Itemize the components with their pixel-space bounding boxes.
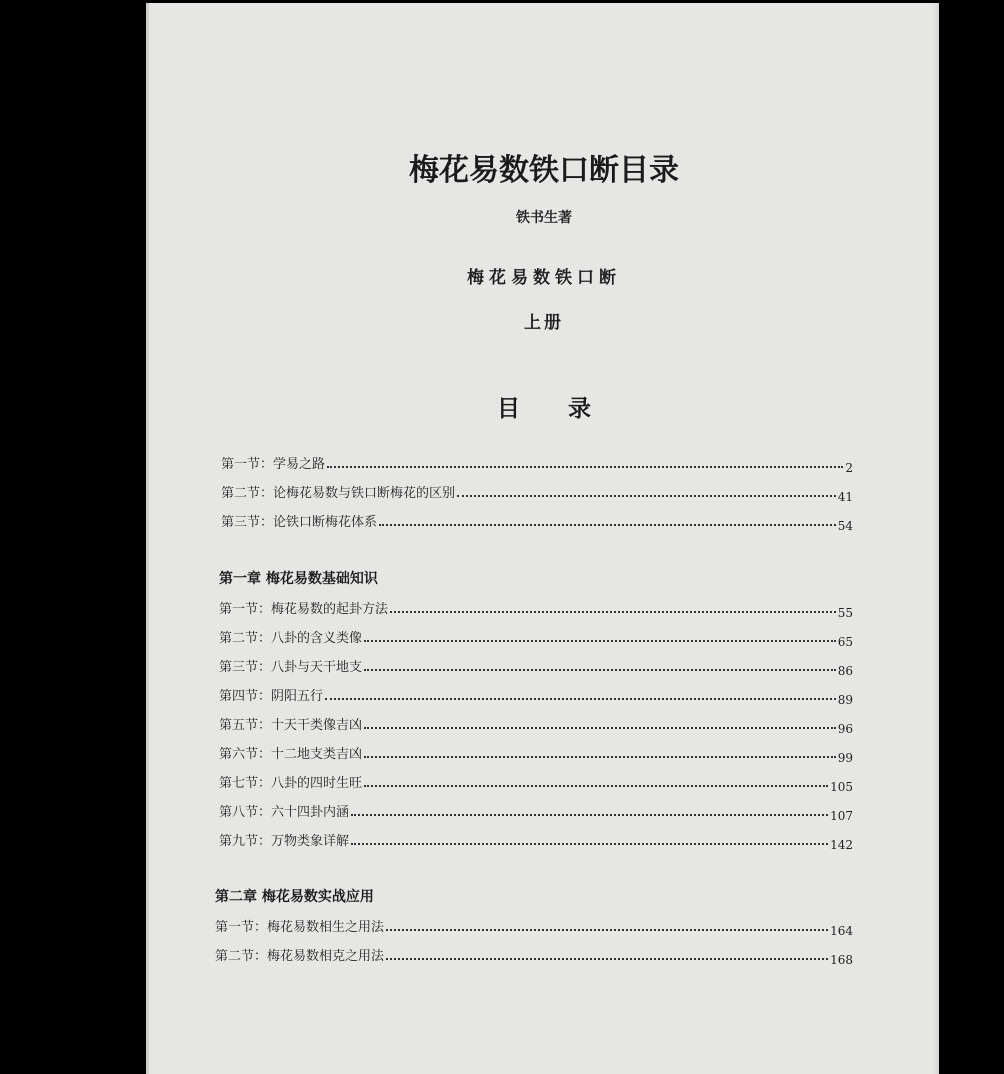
toc-label: 第七节：八卦的四时生旺	[219, 776, 363, 791]
toc-label: 第一节：学易之路	[221, 457, 326, 472]
dot-leader	[351, 842, 828, 845]
toc-row[interactable]	[219, 820, 853, 852]
toc-row[interactable]	[221, 501, 853, 533]
dot-leader	[364, 784, 828, 787]
dot-leader	[351, 813, 828, 816]
toc-label: 第六节：十二地支类吉凶	[219, 747, 363, 762]
dot-leader	[364, 726, 836, 729]
dot-leader	[327, 465, 843, 468]
toc-label: 第三节：八卦与天干地支	[219, 660, 363, 675]
toc-page: 96	[837, 722, 853, 736]
book-subtitle: 梅花易数铁口断	[467, 268, 621, 288]
toc-row[interactable]	[219, 617, 853, 649]
toc-label: 第五节：十天干类像吉凶	[219, 718, 363, 733]
dot-leader	[457, 494, 836, 497]
toc-row[interactable]	[215, 935, 853, 967]
dot-leader	[325, 697, 836, 700]
toc-row[interactable]	[219, 675, 853, 707]
toc-label: 第一节：梅花易数的起卦方法	[219, 602, 389, 617]
dot-leader	[390, 610, 836, 613]
toc-label: 第二节：论梅花易数与铁口断梅花的区别	[221, 486, 456, 501]
scanned-page	[146, 3, 939, 1074]
toc-row[interactable]	[215, 906, 853, 938]
toc-page: 2	[845, 461, 853, 475]
toc-row[interactable]	[219, 762, 853, 794]
toc-page: 65	[837, 635, 853, 649]
toc-intro-section	[221, 443, 853, 533]
toc-page: 99	[837, 751, 853, 765]
toc-label: 第四节：阴阳五行	[219, 689, 324, 704]
toc-page: 55	[837, 606, 853, 620]
dot-leader	[386, 957, 828, 960]
toc-row[interactable]	[221, 443, 853, 475]
toc-page: 41	[837, 490, 853, 504]
toc-label: 第八节：六十四卦内涵	[219, 805, 350, 820]
toc-page: 142	[830, 838, 853, 852]
toc-label: 第九节：万物类象详解	[219, 834, 350, 849]
toc-row[interactable]	[221, 472, 853, 504]
toc-heading: 目 录	[496, 395, 611, 422]
toc-page: 168	[830, 953, 853, 967]
toc-chapter2-section	[215, 877, 853, 967]
chapter-title: 第二章 梅花易数实战应用	[215, 889, 374, 905]
volume-label: 上册	[524, 313, 564, 333]
chapter-title: 第一章 梅花易数基础知识	[219, 571, 378, 587]
toc-page: 89	[837, 693, 853, 707]
toc-label: 第二节：八卦的含义类像	[219, 631, 363, 646]
toc-label: 第一节：梅花易数相生之用法	[215, 920, 385, 935]
dot-leader	[379, 523, 836, 526]
toc-row[interactable]	[219, 588, 853, 620]
toc-label: 第三节：论铁口断梅花体系	[221, 515, 378, 530]
toc-row[interactable]	[219, 733, 853, 765]
toc-page: 105	[830, 780, 853, 794]
toc-row[interactable]	[219, 646, 853, 678]
toc-page: 107	[830, 809, 853, 823]
toc-page: 54	[837, 519, 853, 533]
dot-leader	[386, 928, 828, 931]
page-title: 梅花易数铁口断目录	[409, 153, 679, 188]
toc-label: 第二节：梅花易数相克之用法	[215, 949, 385, 964]
toc-row[interactable]	[219, 791, 853, 823]
toc-page: 86	[837, 664, 853, 678]
toc-page: 164	[830, 924, 853, 938]
dot-leader	[364, 755, 836, 758]
author-line: 铁书生著	[516, 210, 572, 226]
dot-leader	[364, 639, 836, 642]
toc-chapter1-section	[219, 559, 853, 852]
toc-row[interactable]	[219, 704, 853, 736]
dot-leader	[364, 668, 836, 671]
